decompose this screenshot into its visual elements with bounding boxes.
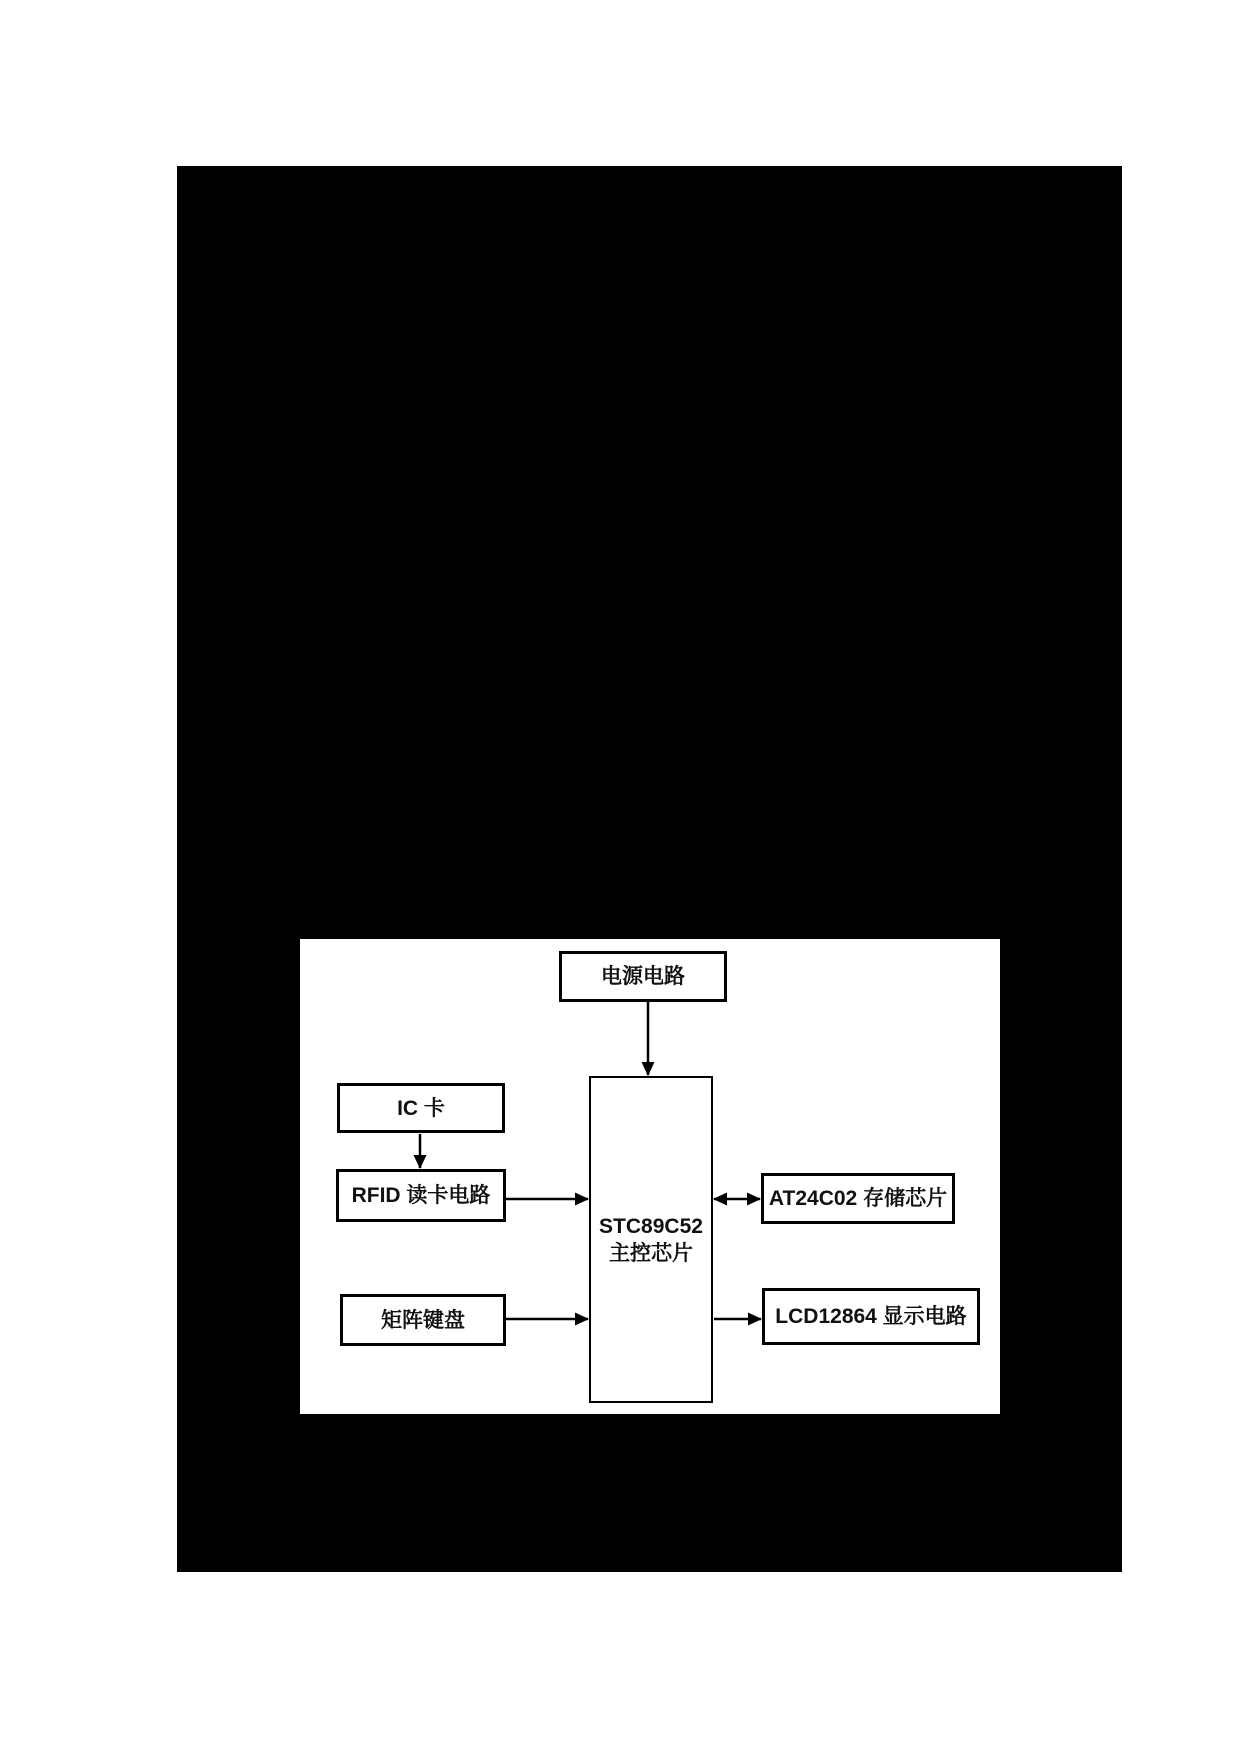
mcu-box [589, 1076, 713, 1403]
rfid-reader-box [336, 1169, 506, 1222]
matrix-keypad-label: 矩阵键盘 [381, 1308, 465, 1332]
ic-card-label: IC 卡 [397, 1096, 445, 1120]
rfid-reader-label: RFID 读卡电路 [351, 1184, 491, 1207]
eeprom-box [761, 1173, 955, 1224]
lcd-display-box [762, 1288, 980, 1345]
matrix-keypad-box [340, 1294, 506, 1346]
scan-dark-background [177, 166, 1122, 1572]
ic-card-box [337, 1083, 505, 1133]
power-circuit-label: 电源电路 [601, 965, 685, 988]
block-diagram-panel [300, 939, 1000, 1414]
lcd-display-label: LCD12864 显示电路 [775, 1305, 967, 1328]
eeprom-label: AT24C02 存储芯片 [768, 1187, 948, 1210]
mcu-label-line2: 主控芯片 [609, 1241, 693, 1265]
power-circuit-box [559, 951, 727, 1002]
mcu-label-line1: STC89C52 [599, 1214, 703, 1238]
